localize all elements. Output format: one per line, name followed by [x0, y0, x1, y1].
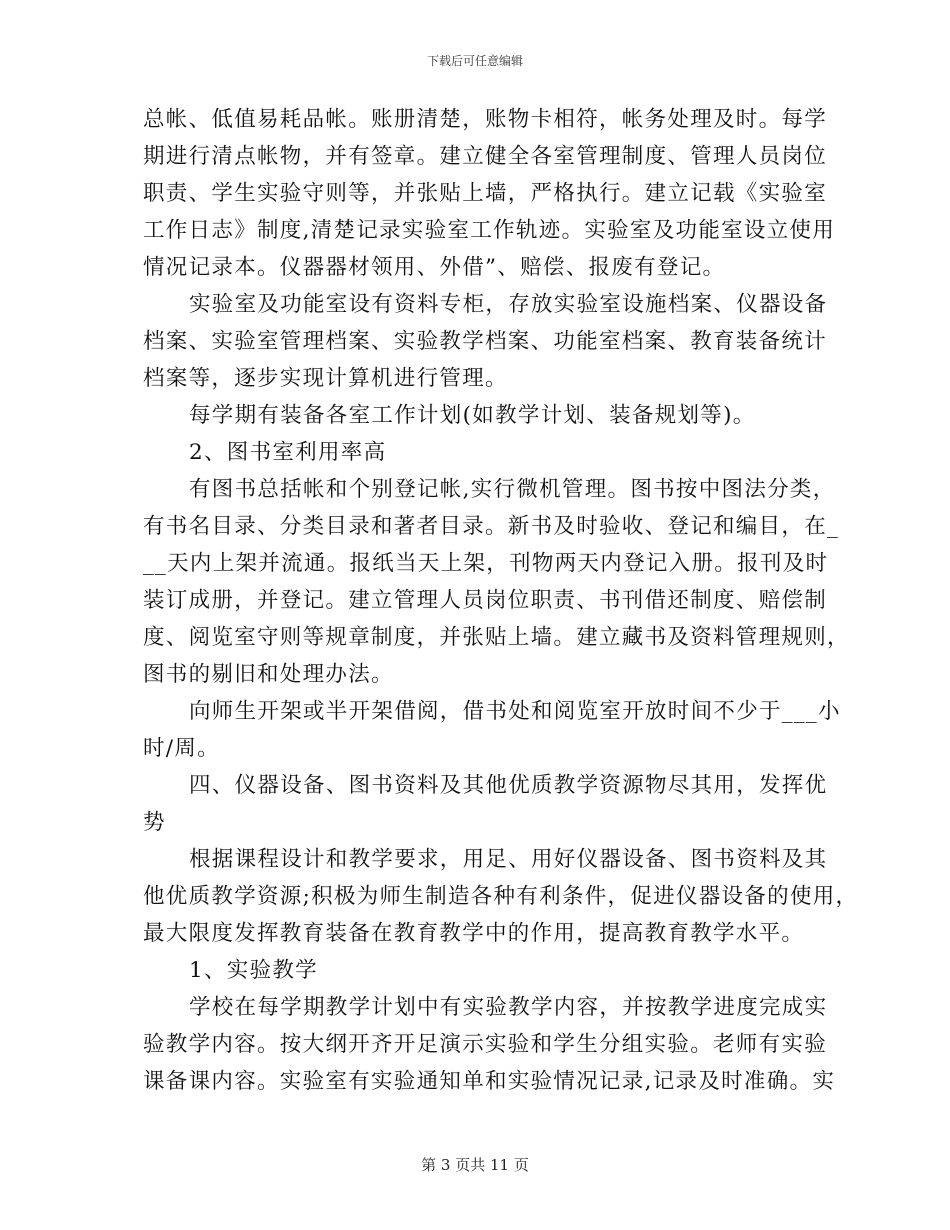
text-line-22: 他优质教学资源;积极为师生制造各种有利条件，促进仪器设备的使用，	[143, 884, 859, 909]
text-line-18: 时/周。	[143, 736, 220, 761]
section-heading-library: 2、图书室利用率高	[189, 440, 387, 465]
text-line-9: 每学期有装备各室工作计划(如教学计划、装备规划等)。	[189, 403, 756, 428]
page-footer: 第 3 页共 11 页	[421, 1156, 529, 1174]
text-line-7: 档案、实验室管理档案、实验教学档案、功能室档案、教育装备统计	[143, 329, 828, 354]
text-line-25: 学校在每学期教学计划中有实验教学内容，并按教学进度完成实	[189, 995, 828, 1020]
text-line-26: 验教学内容。按大纲开齐开足演示实验和学生分组实验。老师有实验	[143, 1032, 828, 1057]
section-heading-resources: 四、仪器设备、图书资料及其他优质教学资源物尽其用，发挥优	[189, 773, 828, 798]
text-line-11: 有图书总括帐和个别登记帐,实行微机管理。图书按中图法分类，	[189, 477, 836, 502]
text-line-3: 职责、学生实验守则等，并张贴上墙，严格执行。建立记载《实验室	[143, 181, 828, 206]
document-body	[143, 101, 859, 1100]
text-line-23: 最大限度发挥教育装备在教育教学中的作用，提高教育教学水平。	[143, 921, 805, 946]
text-line-2: 期进行清点帐物，并有签章。建立健全各室管理制度、管理人员岗位	[143, 144, 828, 169]
text-line-13: __天内上架并流通。报纸当天上架，刊物两天内登记入册。报刊及时	[143, 551, 829, 576]
text-line-5: 情况记录本。仪器器材领用、外借”、赔偿、报废有登记。	[143, 255, 726, 280]
text-line-8: 档案等，逐步实现计算机进行管理。	[143, 366, 508, 391]
text-line-21: 根据课程设计和教学要求，用足、用好仪器设备、图书资料及其	[189, 847, 828, 872]
text-line-27: 课备课内容。实验室有实验通知单和实验情况记录,记录及时准确。实	[143, 1069, 836, 1094]
text-line-15: 度、阅览室守则等规章制度，并张贴上墙。建立藏书及资料管理规则，	[143, 625, 850, 650]
text-line-4: 工作日志》制度,清楚记录实验室工作轨迹。实验室及功能室设立使用	[143, 218, 836, 243]
text-line-20: 势	[143, 810, 166, 835]
text-line-12: 有书名目录、分类目录和著者目录。新书及时验收、登记和编目，在_	[143, 514, 840, 539]
text-line-6: 实验室及功能室设有资料专柜，存放实验室设施档案、仪器设备	[189, 292, 828, 317]
text-line-16: 图书的剔旧和处理办法。	[143, 662, 394, 687]
text-line-17: 向师生开架或半开架借阅，借书处和阅览室开放时间不少于___小	[189, 699, 841, 724]
text-line-1: 总帐、低值易耗品帐。账册清楚，账物卡相符，帐务处理及时。每学	[143, 107, 828, 132]
section-heading-experiment: 1、实验教学	[189, 958, 318, 983]
text-line-14: 装订成册，并登记。建立管理人员岗位职责、书刊借还制度、赔偿制	[143, 588, 828, 613]
page-header: 下载后可任意编辑	[426, 54, 523, 68]
